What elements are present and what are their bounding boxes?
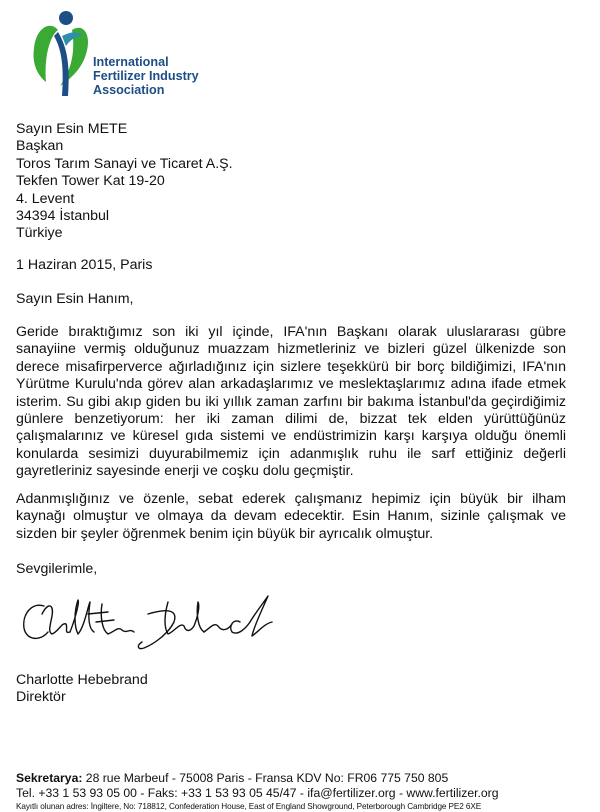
ifa-logo [28,6,238,102]
body-paragraph: Geride bıraktığımız son iki yıl içinde, IFA'nın Başkanı olarak uluslararası gübre sanayiine vermiş olduğunuz muazzam hizmetleriniz ve bizleri güzel ülkenizde son derece misafirperverce ağırladığınız için sizlere teşekkürü bir borç bildiğimizi, IFA'nın Yürütme Kurulu'nda görev alan arkadaşlarımız ve meslektaşlarımız adına ifade etmek isterim. Su gibi akıp giden bu iki yıllık zaman zarfını bir bakıma İstanbul'da geçirdiğimiz günlere benzetiyorum: her iki zaman dilimi de, bizzat tek elden yürüttüğünüz çalışmalarınız ve küresel gıda sistemi ve endüstrimizin karşı karşıya olduğu önemli konularda sesimizi duyurabilmemiz için adanmışlık ruhu ile sarf ettiğiniz değerli gayretleriniz sayesinde enerji ve coşku dolu geçmiştir. [16,324,566,480]
footer-contact: Tel. +33 1 53 93 05 00 - Faks: +33 1 53 93 05 45/47 - ifa@fertilizer.org - www.fertilizer.org [16,786,499,800]
body-paragraph: Adanmışlığınız ve özenle, sebat ederek çalışmanız hepimiz için büyük bir ilham kaynağı olmuştur ve olmaya da devam edecektir. Esin Hanım, sizinle çalışmak ve sizden bir şeyler öğrenmek benim için büyük bir ayrıcalık olmuştur. [16,491,566,542]
logo-line-1: International [93,55,169,69]
salutation: Sayın Esin Hanım, [16,291,134,307]
footer-address-line [16,771,586,786]
signer-block [16,672,148,707]
letter-date: 1 Haziran 2015, Paris [16,257,153,273]
logo-line-2: Fertilizer Industry [93,69,199,83]
handwritten-signature [18,592,278,656]
recipient-line: 4. Levent [16,190,75,207]
recipient-line: Sayın Esin METE [16,121,128,137]
recipient-line: 34394 İstanbul [16,208,110,225]
recipient-line: Tekfen Tower Kat 19-20 [16,173,165,190]
recipient-line: Başkan [16,138,64,155]
footer-label: Sekretarya: [16,771,83,785]
signer-title: Direktör [16,689,66,706]
footer-address: 28 rue Marbeuf - 75008 Paris - Fransa KDV No: FR06 775 750 805 [85,771,449,785]
closing: Sevgilerimle, [16,561,98,577]
signer-name: Charlotte Hebebrand [16,672,148,688]
recipient-address [16,121,233,243]
logo-line-3: Association [93,83,165,97]
recipient-line: Türkiye [16,225,63,242]
letterhead-footer [16,771,586,812]
ifa-emblem-icon [28,6,98,102]
recipient-line: Toros Tarım Sanayi ve Ticaret A.Ş. [16,155,233,172]
footer-registered-address: Kayıtlı olunan adres: İngiltere, No: 718812, Confederation House, East of England Showground, Peterborough Cambridge PE2 6XE [16,802,482,811]
logo-wordmark [93,55,199,97]
